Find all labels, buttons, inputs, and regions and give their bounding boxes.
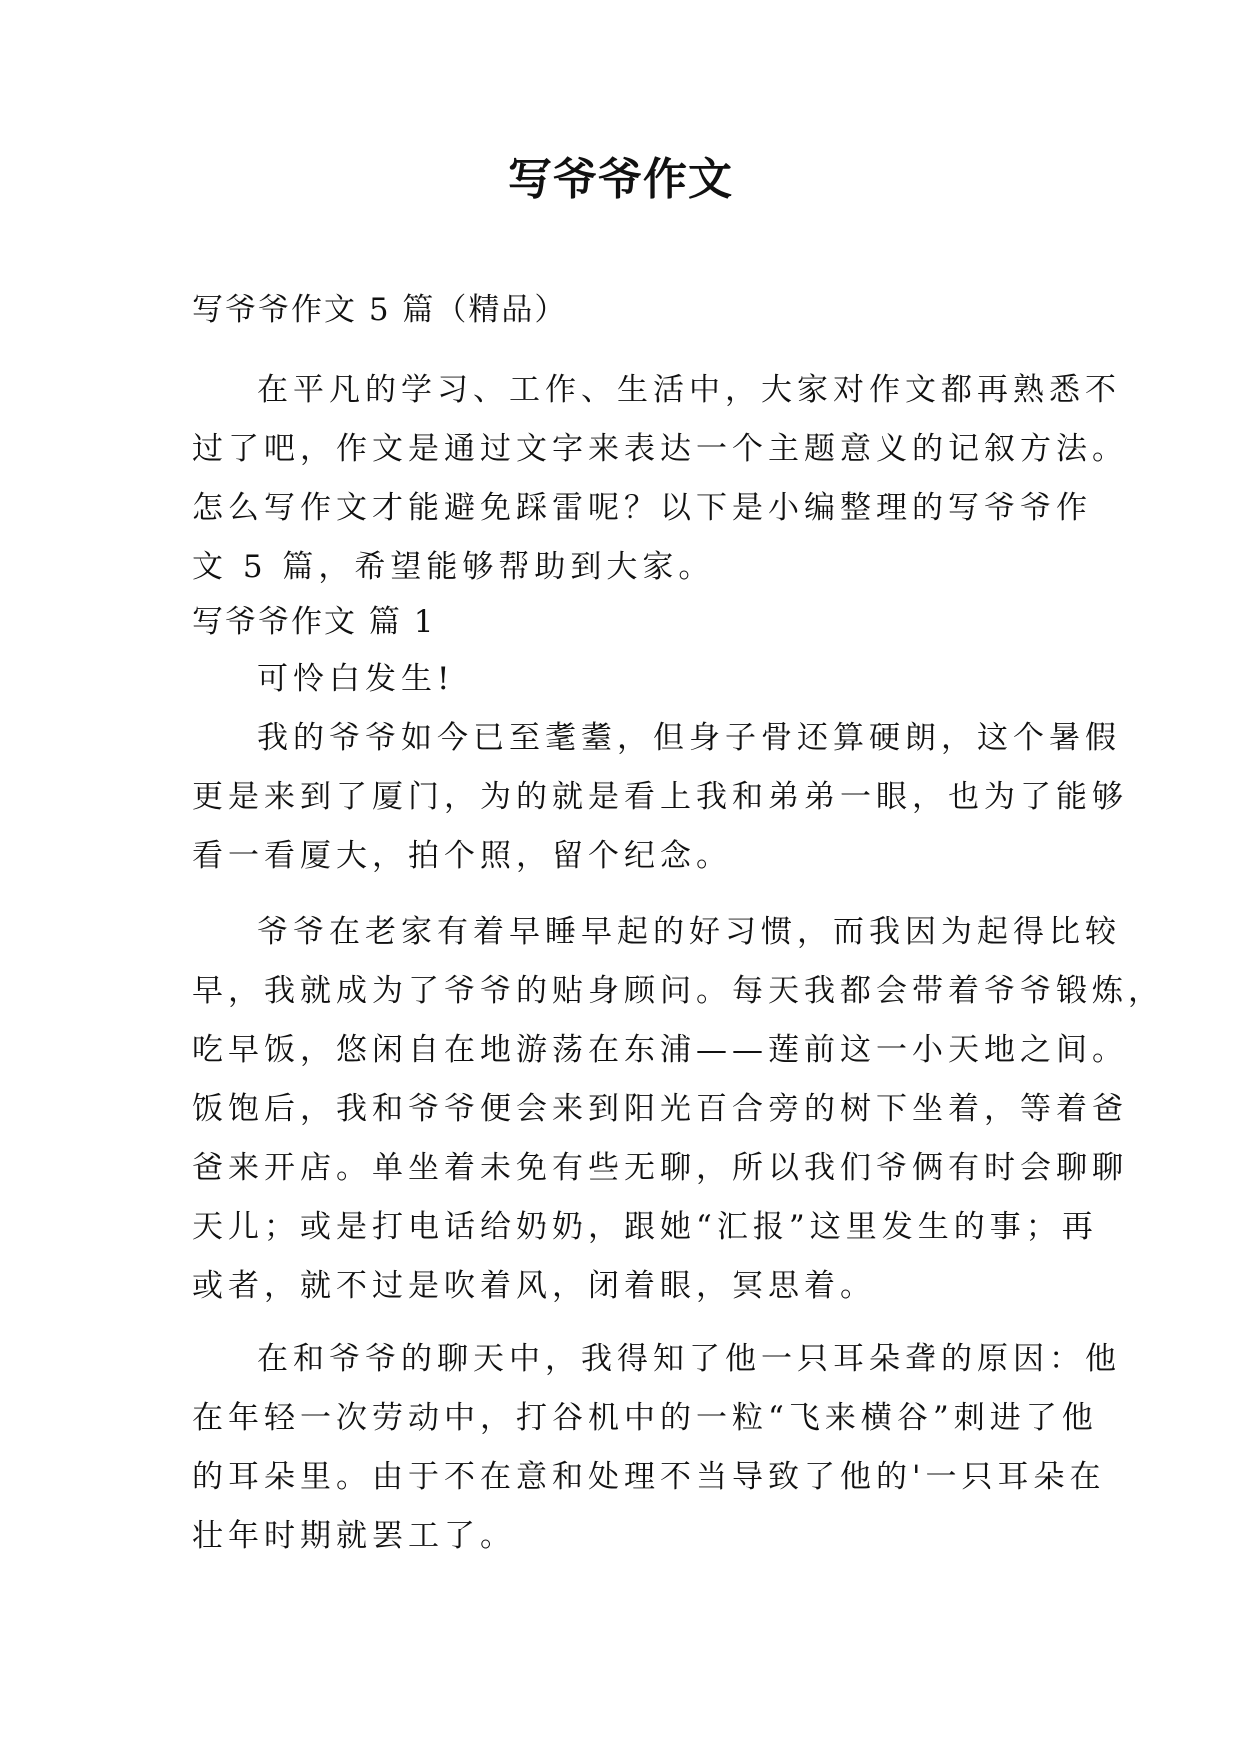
intro-line: 文 5 篇，希望能够帮助到大家。 [192, 549, 715, 585]
paragraph-line: 我的爷爷如今已至耄耋，但身子骨还算硬朗，这个暑假 [257, 720, 1121, 756]
paragraph-line: 可怜白发生! [257, 661, 455, 697]
paragraph-line: 天儿；或是打电话给奶奶，跟她“汇报”这里发生的事；再 [192, 1209, 1098, 1245]
document-subtitle: 写爷爷作文 5 篇（精品） [192, 292, 568, 328]
document-title: 写爷爷作文 [508, 154, 733, 205]
paragraph-line: 在年轻一次劳动中，打谷机中的一粒“飞来横谷”刺进了他 [192, 1400, 1098, 1436]
paragraph-line: 看一看厦大，拍个照，留个纪念。 [192, 838, 732, 874]
paragraph-line: 吃早饭，悠闲自在地游荡在东浦——莲前这一小天地之间。 [192, 1032, 1128, 1068]
paragraph-line: 爸来开店。单坐着未免有些无聊，所以我们爷俩有时会聊聊 [192, 1150, 1128, 1186]
paragraph-line: 饭饱后，我和爷爷便会来到阳光百合旁的树下坐着，等着爸 [192, 1091, 1128, 1127]
intro-line: 过了吧，作文是通过文字来表达一个主题意义的记叙方法。 [192, 431, 1128, 467]
paragraph-line: 在和爷爷的聊天中，我得知了他一只耳朵聋的原因：他 [257, 1341, 1121, 1377]
paragraph-line: 爷爷在老家有着早睡早起的好习惯，而我因为起得比较 [257, 914, 1121, 950]
intro-line: 在平凡的学习、工作、生活中，大家对作文都再熟悉不 [257, 372, 1121, 408]
paragraph-line: 的耳朵里。由于不在意和处理不当导致了他的'一只耳朵在 [192, 1459, 1106, 1495]
intro-line: 怎么写作文才能避免踩雷呢？以下是小编整理的写爷爷作 [192, 490, 1092, 526]
paragraph-line: 或者，就不过是吹着风，闭着眼，冥思着。 [192, 1268, 876, 1304]
paragraph-line: 早，我就成为了爷爷的贴身顾问。每天我都会带着爷爷锻炼， [192, 973, 1164, 1009]
paragraph-line: 壮年时期就罢工了。 [192, 1518, 516, 1554]
paragraph-line: 更是来到了厦门，为的就是看上我和弟弟一眼，也为了能够 [192, 779, 1128, 815]
section-heading: 写爷爷作文 篇 1 [192, 604, 436, 640]
